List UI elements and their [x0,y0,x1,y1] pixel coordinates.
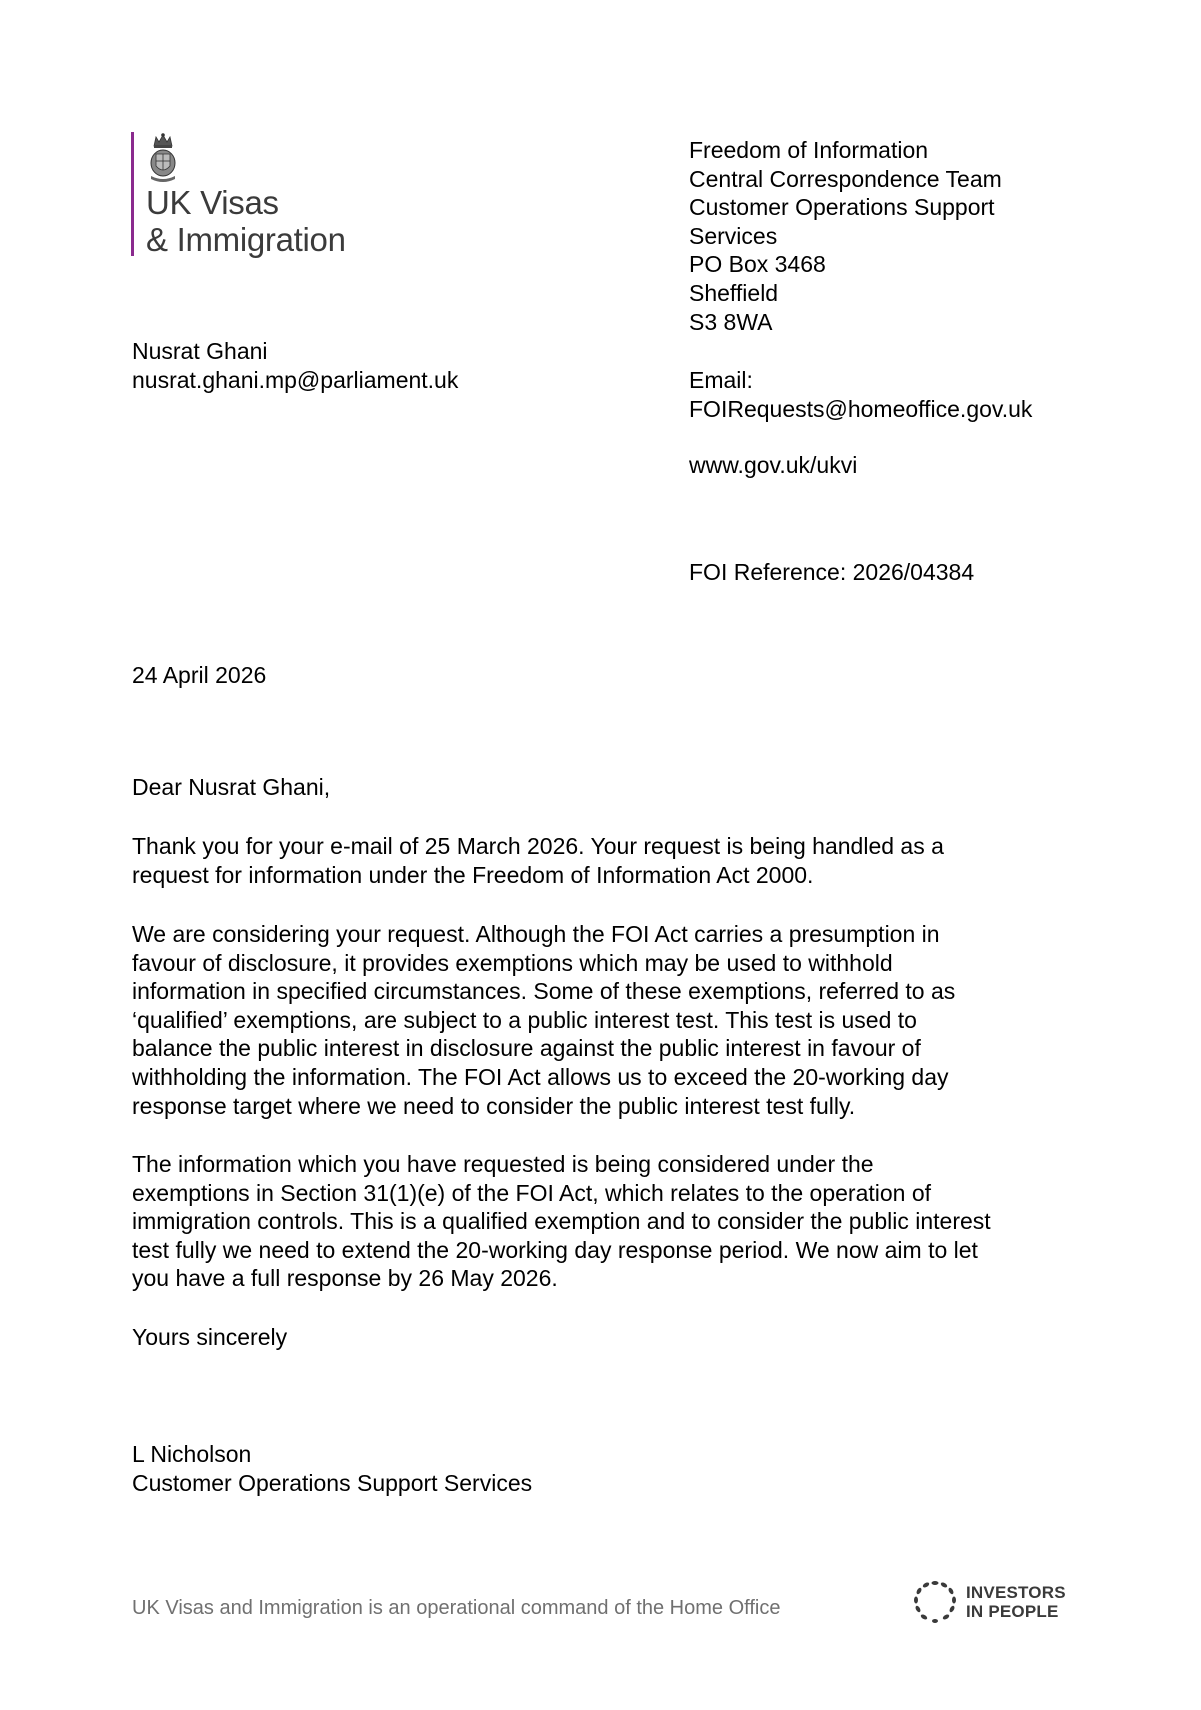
paragraph-line: ‘qualified’ exemptions, are subject to a public interest test. This test is used to [132,1006,917,1033]
letter-date [132,661,266,690]
address-line: PO Box 3468 [689,251,826,278]
logo-wordmark [146,184,346,258]
investors-in-people-text [966,1583,1066,1621]
address-line: Services [689,222,778,249]
address-line: Sheffield [689,279,779,306]
recipient-block [132,337,458,394]
royal-crest-icon [146,132,180,184]
paragraph-line: withholding the information. The FOI Act allows us to exceed the 20-working day [132,1063,949,1090]
closing [132,1323,287,1352]
paragraph-line: immigration controls. This is a qualified exemption and to consider the public interest [132,1208,991,1235]
ukvi-logo [131,132,391,262]
paragraph-line: favour of disclosure, it provides exemptions which may be used to withhold [132,949,893,976]
sender-address [689,136,1002,336]
address-line: Central Correspondence Team [689,165,1002,192]
paragraph-line: Thank you for your e-mail of 25 March 2026. Your request is being handled as a [132,833,944,859]
salutation-text: Dear Nusrat Ghani, [132,774,331,800]
logo-line-2: & Immigration [146,221,346,258]
laurel-wreath-icon [910,1577,960,1627]
paragraph-line: We are considering your request. Although the FOI Act carries a presumption in [132,921,940,947]
recipient-email[interactable]: nusrat.ghani.mp@parliament.uk [132,366,459,393]
body-paragraph-3 [132,1150,991,1293]
paragraph-line: information in specified circumstances. Some of these exemptions, referred to as [132,978,956,1005]
recipient-name: Nusrat Ghani [132,338,268,364]
paragraph-line: The information which you have requested is being considered under the [132,1151,874,1177]
sender-website[interactable] [689,451,857,480]
closing-text: Yours sincerely [132,1324,288,1350]
body-paragraph-1 [132,832,944,889]
logo-line-1: UK Visas [146,184,279,221]
email-label: Email: [689,367,753,393]
address-line: Customer Operations Support [689,194,995,221]
address-line: Freedom of Information [689,137,929,163]
iip-line-2: IN PEOPLE [966,1602,1059,1621]
body-paragraph-2 [132,920,955,1120]
sender-email [689,366,1032,423]
paragraph-line: test fully we need to extend the 20-working day response period. We now aim to let [132,1236,978,1263]
foi-reference [689,558,974,587]
paragraph-line: you have a full response by 26 May 2026. [132,1265,558,1292]
foi-reference-text: FOI Reference: 2026/04384 [689,559,975,585]
signatory-department: Customer Operations Support Services [132,1469,533,1496]
address-line: S3 8WA [689,308,773,335]
letter-date-text: 24 April 2026 [132,662,267,688]
paragraph-line: response target where we need to consider the public interest test fully. [132,1092,856,1119]
footer-note: UK Visas and Immigration is an operational command of the Home Office [132,1597,781,1619]
signatory-name: L Nicholson [132,1441,252,1467]
investors-in-people-badge [910,1577,1070,1627]
website-link[interactable]: www.gov.uk/ukvi [689,452,858,478]
logo-accent-bar [131,132,134,256]
iip-line-1: INVESTORS [966,1583,1066,1602]
paragraph-line: request for information under the Freedom of Information Act 2000. [132,861,814,888]
salutation [132,773,330,802]
email-value[interactable]: FOIRequests@homeoffice.gov.uk [689,395,1033,422]
paragraph-line: balance the public interest in disclosure against the public interest in favour of [132,1035,921,1062]
paragraph-line: exemptions in Section 31(1)(e) of the FOI Act, which relates to the operation of [132,1179,932,1206]
signature-block [132,1440,532,1497]
